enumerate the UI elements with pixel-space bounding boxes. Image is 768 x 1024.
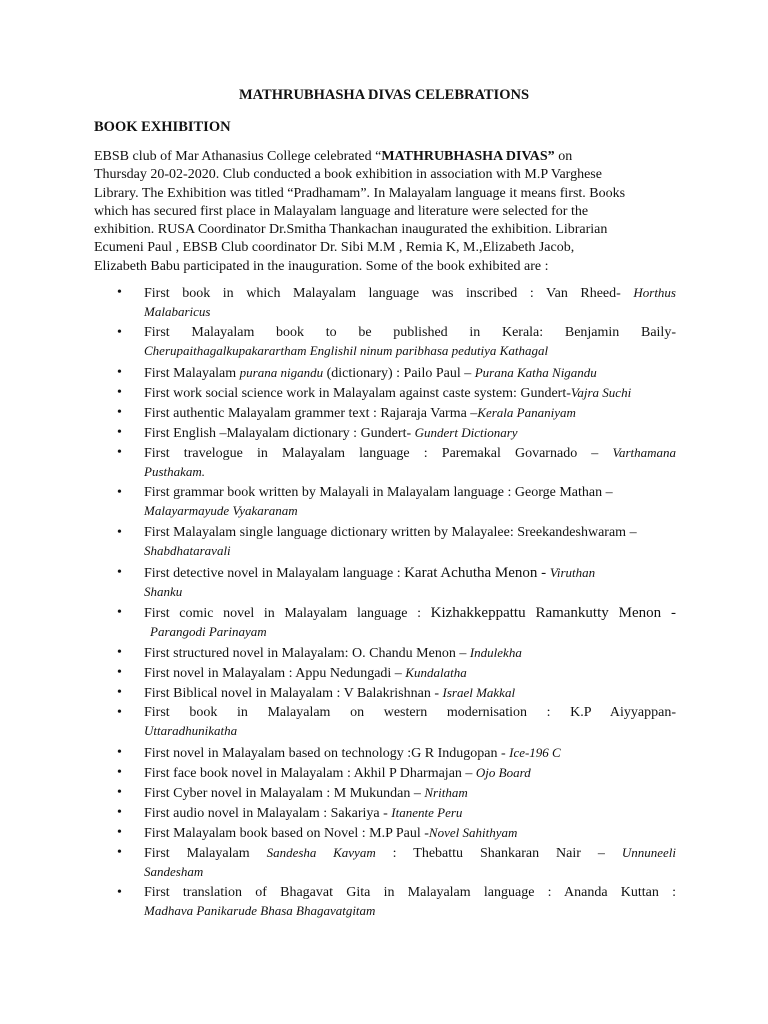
item-italic-title: Kundalatha xyxy=(405,665,467,680)
item-text: First structured novel in Malayalam: O. Chandu Menon – xyxy=(144,646,470,661)
list-item-line xyxy=(144,704,676,722)
intro-text: EBSB club of Mar Athanasius College celebrated “ xyxy=(94,149,382,164)
item-italic-title: Gundert Dictionary xyxy=(414,425,518,440)
item-text: First Malayalam xyxy=(144,846,267,861)
bullet-icon: • xyxy=(117,765,122,780)
item-italic-title: Sandesha Kavyam xyxy=(266,845,376,860)
list-item-line xyxy=(144,324,676,342)
list-item-text xyxy=(144,384,676,403)
item-text: First comic novel in Malayalam language : xyxy=(144,606,431,621)
item-italic-title: Itanente Peru xyxy=(391,805,463,820)
item-italic-title: Indulekha xyxy=(469,645,522,660)
intro-line-4: which has secured first place in Malayalam language and literature were selected for the xyxy=(94,203,589,219)
item-text: First Biblical novel in Malayalam : V Balakrishnan - xyxy=(144,686,443,701)
list-item-line xyxy=(144,664,676,683)
list-item-line xyxy=(144,684,676,703)
list-item-line xyxy=(144,404,676,423)
item-italic-title: Ojo Board xyxy=(475,765,531,780)
item-text: First English –Malayalam dictionary : Gundert- xyxy=(144,426,415,441)
item-title-continued: Shanku xyxy=(144,584,183,599)
list-item-line xyxy=(144,484,676,502)
intro-text: on xyxy=(554,149,573,164)
list-item-line xyxy=(144,824,676,843)
item-title-continued: Uttaradhunikatha xyxy=(144,723,238,738)
item-text: First Malayalam xyxy=(144,366,240,381)
bullet-icon: • xyxy=(117,685,122,700)
intro-line-5: exhibition. RUSA Coordinator Dr.Smitha Thankachan inaugurated the exhibition. Librarian xyxy=(94,222,608,238)
bullet-icon: • xyxy=(117,645,122,660)
bullet-icon: • xyxy=(117,325,122,340)
item-text: First travelogue in Malayalam language : Paremakal Govarnado – xyxy=(144,446,613,461)
list-item-line xyxy=(144,644,676,663)
bullet-icon: • xyxy=(117,445,122,460)
bullet-icon: • xyxy=(117,525,122,540)
intro-line-1 xyxy=(94,148,642,166)
bullet-icon: • xyxy=(117,385,122,400)
item-italic-title: Israel Makkal xyxy=(442,685,516,700)
intro-line-6: Ecumeni Paul , EBSB Club coordinator Dr. Sibi M.M , Remia K, M.,Elizabeth Jacob, xyxy=(94,240,575,256)
item-text: First audio novel in Malayalam : Sakariya - xyxy=(144,806,392,821)
list-item-line xyxy=(144,384,676,403)
item-italic-title: Horthus xyxy=(633,285,676,300)
item-title-continued: Pusthakam. xyxy=(144,464,206,479)
intro-paragraph xyxy=(94,148,642,276)
item-italic-title: Nritham xyxy=(424,785,468,800)
item-text: First book in which Malayalam language was inscribed : Van Rheed- xyxy=(144,286,634,301)
item-text: First book in Malayalam on western modernisation : K.P Aiyyappan- xyxy=(144,705,676,720)
bullet-icon: • xyxy=(117,825,122,840)
list-item-line xyxy=(144,604,676,623)
list-item-line xyxy=(144,764,676,783)
bullet-icon: • xyxy=(117,485,122,500)
section-heading: BOOK EXHIBITION xyxy=(94,119,231,135)
item-text: (dictionary) : Pailo Paul – xyxy=(323,366,475,381)
bullet-icon: • xyxy=(117,565,122,580)
bullet-icon: • xyxy=(117,785,122,800)
list-item-text xyxy=(144,844,676,881)
list-item-text xyxy=(144,604,676,641)
item-text: First Malayalam book based on Novel : M.P Paul - xyxy=(144,826,429,841)
item-italic-title: Kerala Pananiyam xyxy=(477,405,576,420)
list-item-line xyxy=(144,744,676,763)
list-item-text xyxy=(144,824,676,843)
intro-line-2: Thursday 20-02-2020. Club conducted a book exhibition in association with M.P Varghese xyxy=(94,167,602,183)
item-italic-title: Vajra Suchi xyxy=(570,385,632,400)
item-text: First novel in Malayalam : Appu Nedungadi – xyxy=(144,666,406,681)
bullet-icon: • xyxy=(117,845,122,860)
item-text: First authentic Malayalam grammer text : Rajaraja Varma – xyxy=(144,406,478,421)
item-title-continued: Shabdhataravali xyxy=(144,543,231,558)
list-item-line xyxy=(144,364,676,383)
item-text: First translation of Bhagavat Gita in Malayalam language : Ananda Kuttan : xyxy=(144,885,676,900)
item-text: First Cyber novel in Malayalam : M Mukundan – xyxy=(144,786,425,801)
bullet-icon: • xyxy=(117,665,122,680)
list-item-text xyxy=(144,404,676,423)
bullet-icon: • xyxy=(117,405,122,420)
item-italic-title: Unnuneeli xyxy=(621,845,676,860)
item-italic-title: purana nigandu xyxy=(239,365,324,380)
item-title-continued: Malabaricus xyxy=(144,304,211,319)
item-author: Kizhakkeppattu Ramankutty Menon - xyxy=(430,605,676,621)
intro-bold-text: MATHRUBHASHA DIVAS” xyxy=(381,149,555,164)
list-item-text xyxy=(144,484,676,520)
bullet-icon: • xyxy=(117,365,122,380)
item-italic-title: Novel Sahithyam xyxy=(428,825,518,840)
item-italic-title: Varthamana xyxy=(612,445,676,460)
list-item-text xyxy=(144,524,676,560)
item-text: First work social science work in Malayalam against caste system: Gundert- xyxy=(144,386,571,401)
bullet-icon: • xyxy=(117,285,122,300)
bullet-icon: • xyxy=(117,605,122,620)
item-italic-title: Ice-196 C xyxy=(509,745,561,760)
list-item-text xyxy=(144,424,676,443)
list-item-line xyxy=(144,524,676,542)
list-item-text xyxy=(144,664,676,683)
item-title-continued: Madhava Panikarude Bhasa Bhagavatgitam xyxy=(144,903,376,918)
item-title-continued: Sandesham xyxy=(144,864,204,879)
list-item-text xyxy=(144,284,676,321)
page-title: MATHRUBHASHA DIVAS CELEBRATIONS xyxy=(238,87,530,103)
item-title-continued: Parangodi Parinayam xyxy=(150,624,267,639)
item-text: First Malayalam single language dictionary written by Malayalee: Sreekandeshwaram – xyxy=(144,525,637,540)
bullet-icon: • xyxy=(117,885,122,900)
list-item-text xyxy=(144,444,676,481)
list-item-text xyxy=(144,364,676,383)
list-item-line xyxy=(144,424,676,443)
list-item-text xyxy=(144,804,676,823)
list-item-line xyxy=(144,564,676,583)
list-item-text xyxy=(144,884,676,920)
list-item-text xyxy=(144,644,676,663)
list-item-text xyxy=(144,324,676,360)
item-title-continued: Cherupaithagalkupakarartham Englishil ninum paribhasa pedutiya Kathagal xyxy=(144,343,549,358)
intro-line-7: Elizabeth Babu participated in the inauguration. Some of the book exhibited are : xyxy=(94,258,549,274)
item-text: First novel in Malayalam based on technology :G R Indugopan - xyxy=(144,746,510,761)
list-item-text xyxy=(144,764,676,783)
list-item-text xyxy=(144,684,676,703)
item-text: : Thebattu Shankaran Nair – xyxy=(375,846,622,861)
list-item-text xyxy=(144,784,676,803)
list-item-text xyxy=(144,564,676,601)
list-item-line xyxy=(144,884,676,902)
item-text: First detective novel in Malayalam language : xyxy=(144,566,405,581)
bullet-icon: • xyxy=(117,705,122,720)
list-item-line xyxy=(144,784,676,803)
list-item-line xyxy=(144,844,676,863)
item-author: Karat Achutha Menon - xyxy=(404,565,550,581)
list-item-line xyxy=(144,284,676,303)
item-text: First grammar book written by Malayali in Malayalam language : George Mathan – xyxy=(144,485,613,500)
item-text: First face book novel in Malayalam : Akhil P Dharmajan – xyxy=(144,766,476,781)
item-italic-title: Purana Katha Nigandu xyxy=(474,365,597,380)
list-item-text xyxy=(144,744,676,763)
intro-line-3: Library. The Exhibition was titled “Pradhamam”. In Malayalam language it means first. Books xyxy=(94,185,626,201)
item-text: First Malayalam book to be published in Kerala: Benjamin Baily- xyxy=(144,325,676,340)
bullet-icon: • xyxy=(117,805,122,820)
list-item-line xyxy=(144,444,676,463)
list-item-line xyxy=(144,804,676,823)
item-title-continued: Malayarmayude Vyakaranam xyxy=(144,503,298,518)
item-italic-title: Viruthan xyxy=(549,565,596,580)
list-item-text xyxy=(144,704,676,740)
bullet-icon: • xyxy=(117,745,122,760)
bullet-icon: • xyxy=(117,425,122,440)
